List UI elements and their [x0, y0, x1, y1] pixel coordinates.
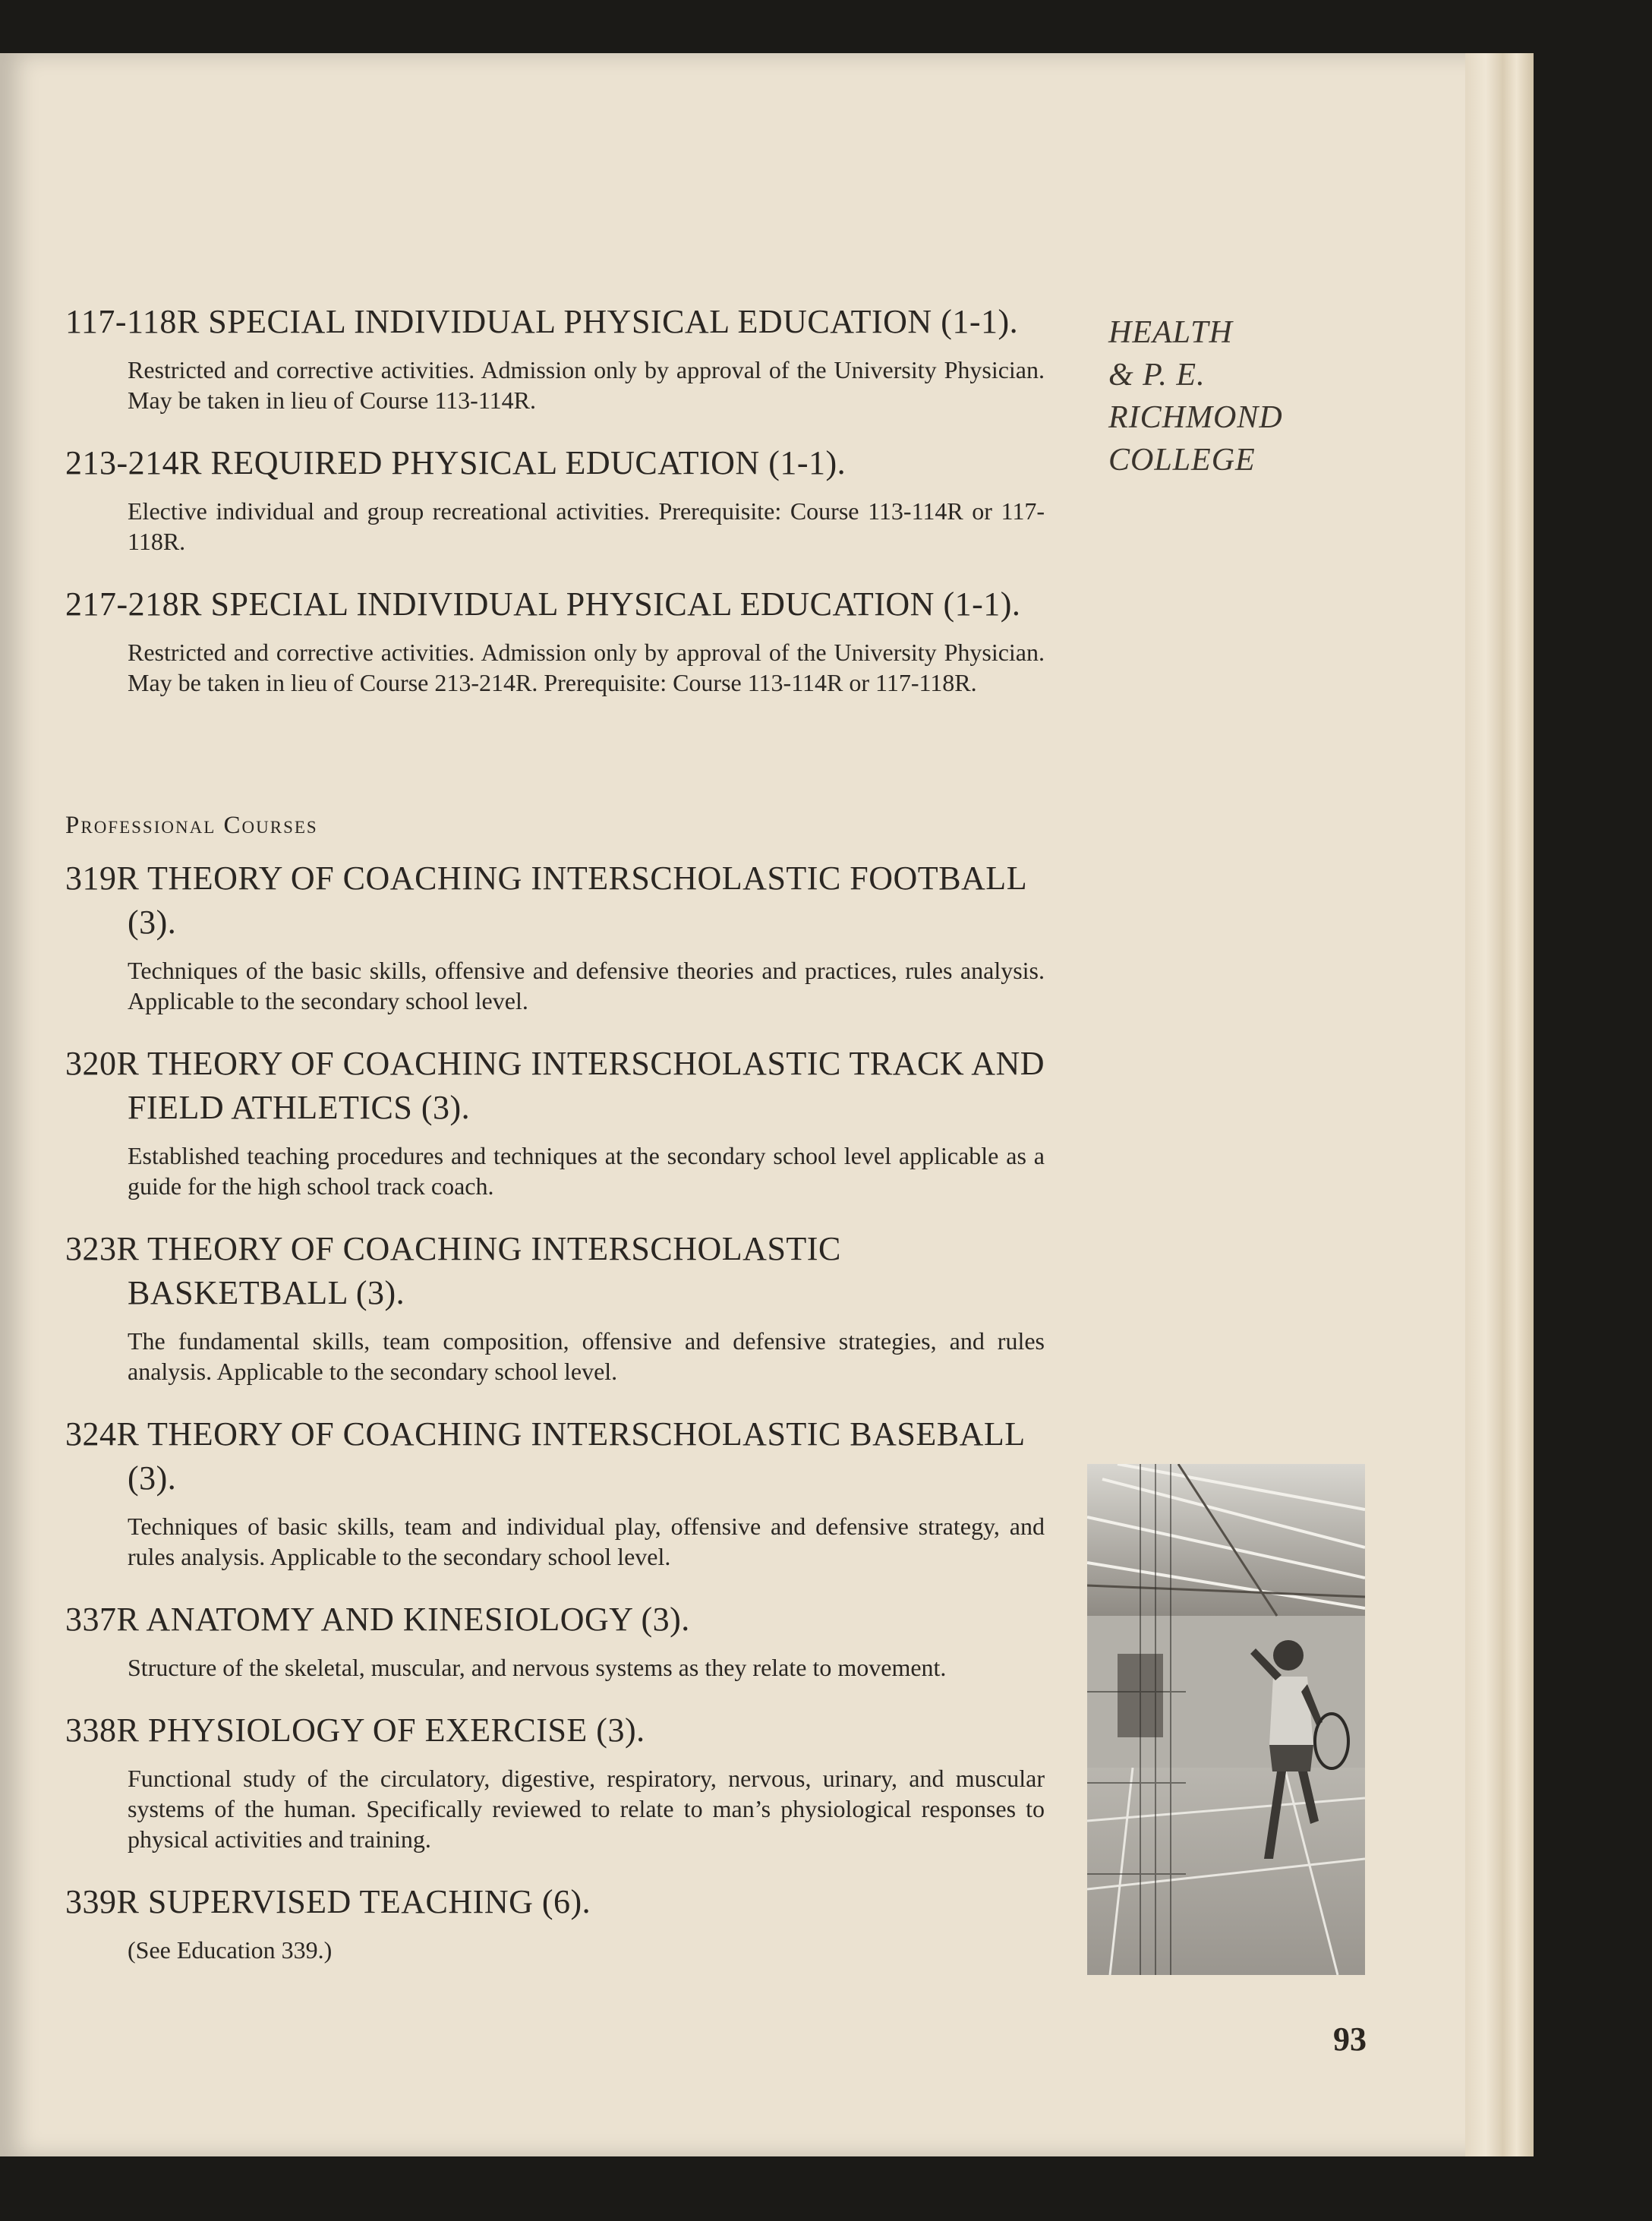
course-title: 337R ANATOMY AND KINESIOLOGY (3).: [65, 1601, 690, 1638]
course-entry: [65, 1412, 1045, 1572]
course-entry: [65, 1880, 1045, 1965]
section-header: Professional Courses: [65, 812, 318, 839]
course-entry: [65, 300, 1045, 415]
running-head: [1108, 311, 1283, 481]
course-title: 339R SUPERVISED TEACHING (6).: [65, 1883, 591, 1920]
course-listing: [65, 300, 1045, 1991]
course-entry: [65, 857, 1045, 1016]
course-title: 217-218R SPECIAL INDIVIDUAL PHYSICAL EDUCATION (1-1).: [65, 585, 1021, 623]
course-description: Elective individual and group recreational activities. Prerequisite: Course 113-114R or 117-118R.: [128, 497, 1045, 555]
course-description: Techniques of basic skills, team and individual play, offensive and defensive strategy, and rules analysis. Applicable to the secondary school level.: [128, 1513, 1045, 1570]
course-title: 213-214R REQUIRED PHYSICAL EDUCATION (1-1).: [65, 444, 846, 481]
course-entry: [65, 1227, 1045, 1387]
course-description: Established teaching procedures and techniques at the secondary school level applicable as a guide for the high school track coach.: [128, 1142, 1045, 1200]
photo-illustration: [1087, 1464, 1365, 1975]
course-entry: [65, 441, 1045, 557]
course-title: 320R THEORY OF COACHING INTERSCHOLASTIC TRACK AND FIELD ATHLETICS (3).: [65, 1045, 1045, 1126]
course-title: 338R PHYSIOLOGY OF EXERCISE (3).: [65, 1711, 645, 1749]
gym-badminton-photo: [1087, 1464, 1365, 1975]
course-entry: [65, 582, 1045, 698]
course-entry: [65, 1042, 1045, 1201]
course-title: 324R THEORY OF COACHING INTERSCHOLASTIC BASEBALL (3).: [65, 1415, 1025, 1497]
running-head-line: & P. E.: [1108, 358, 1206, 393]
course-description: Restricted and corrective activities. Admission only by approval of the University Physician. May be taken in lieu of Course 113-114R.: [128, 356, 1045, 414]
course-description: (See Education 339.): [128, 1936, 333, 1964]
course-title: 117-118R SPECIAL INDIVIDUAL PHYSICAL EDUCATION (1-1).: [65, 303, 1019, 340]
running-head-line: RICHMOND: [1108, 400, 1283, 435]
course-description: Structure of the skeletal, muscular, and nervous systems as they relate to movement.: [128, 1654, 947, 1681]
course-description: The fundamental skills, team composition, offensive and defensive strategies, and rules analysis. Applicable to the secondary school level.: [128, 1327, 1045, 1385]
page-number: 93: [1333, 2021, 1367, 2058]
running-head-line: HEALTH: [1108, 315, 1233, 350]
running-head-line: COLLEGE: [1108, 443, 1256, 478]
course-entry: [65, 1598, 1045, 1683]
page-edges: [1465, 53, 1534, 2156]
course-title: 323R THEORY OF COACHING INTERSCHOLASTIC BASKETBALL (3).: [65, 1230, 841, 1311]
course-description: Restricted and corrective activities. Admission only by approval of the University Physician. May be taken in lieu of Course 213-214R. Prerequisite: Course 113-114R or 117-118R.: [128, 639, 1045, 696]
course-description: Techniques of the basic skills, offensive and defensive theories and practices, rules analysis. Applicable to the secondary school level.: [128, 957, 1045, 1014]
course-title: 319R THEORY OF COACHING INTERSCHOLASTIC FOOTBALL (3).: [65, 860, 1026, 941]
course-description: Functional study of the circulatory, digestive, respiratory, nervous, urinary, and muscular systems of the human. Specifically reviewed to relate to man’s physiological responses to physical activities and training.: [128, 1765, 1045, 1853]
course-entry: [65, 1708, 1045, 1854]
